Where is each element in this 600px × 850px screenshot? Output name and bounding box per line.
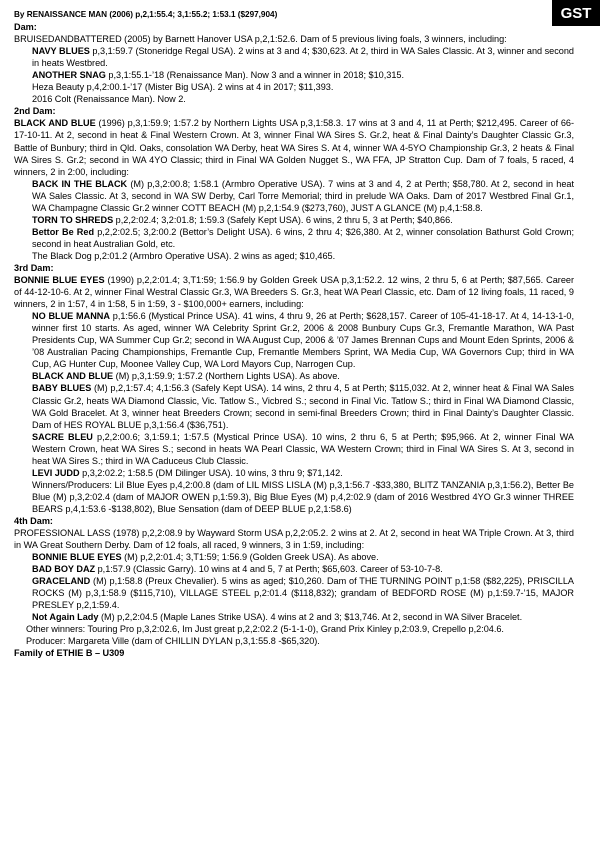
dam2-name: BLACK AND BLUE bbox=[14, 118, 96, 129]
foal-name: LEVI JUDD bbox=[32, 467, 80, 478]
foal-name: NAVY BLUES bbox=[32, 46, 90, 57]
dam4-paragraph bbox=[14, 527, 574, 551]
dam3-text: (1990) p,2,2:01.4; 3,T1:59; 1:56.9 by Golden Greek USA p,3,1:52.2. 12 wins, 2 thru 5, 6 at Perth; $87,565. Career of 44-12-10-6. At 2, winner Final Westral Classic Gr.3, WA Breeders S. Gr.3, heat WA Pearl Classic, etc. Dam of 12 living foals, 11 raced, 9 winners, 2 in 1:57, 4 in 1:58, 5 in 1:59, 3 - $100,000+ earners, including: bbox=[14, 275, 574, 310]
foal-name: ANOTHER SNAG bbox=[32, 70, 106, 81]
foal-entry bbox=[14, 370, 574, 382]
foal-name: BABY BLUES bbox=[32, 383, 92, 394]
foal-text: 2016 Colt (Renaissance Man). Now 2. bbox=[32, 94, 186, 105]
foal-name: BACK IN THE BLACK bbox=[32, 178, 128, 189]
foal-entry bbox=[14, 45, 574, 69]
dam-heading: Dam: bbox=[14, 22, 37, 33]
producer-line: Producer: Margareta Ville (dam of CHILLIN DYLAN p,3,1:55.8 -$65,320). bbox=[26, 636, 320, 647]
foal-entry bbox=[14, 250, 574, 262]
sire-line: By RENAISSANCE MAN (2006) p,2,1:55.4; 3,1:55.2; 1:53.1 ($297,904) bbox=[14, 10, 278, 19]
foal-text: (M) p,1:58.8 (Preux Chevalier). 5 wins as aged; $10,260. Dam of THE TURNING POINT p,1:58 ($82,225), PRISCILLA ROCKS (M) p,3,1:58.9 ($115,710), VILLAGE STEEL p,2:01.4 ($118,832); grandam of BEDFORD ROSE (M) p,1:59.7-’15, MAJOR PRESLEY p,2,1:59.4. bbox=[32, 576, 574, 611]
foal-text: p,3,2:02.2; 1:58.5 (DM Dilinger USA). 10 wins, 3 thru 9; $71,142. bbox=[79, 467, 343, 478]
foal-text: The Black Dog p,2:01.2 (Armbro Operative USA). 2 wins as aged; $10,465. bbox=[32, 250, 336, 261]
foal-entry bbox=[14, 611, 574, 623]
dam-name: BRUISEDANDBATTERED bbox=[14, 34, 122, 45]
family-line: Family of ETHIE B – U309 bbox=[14, 648, 125, 659]
dam-text: (2005) by Barnett Hanover USA p,2,1:52.6. Dam of 5 previous living foals, 3 winners, including: bbox=[121, 34, 507, 45]
foal-entry bbox=[14, 467, 574, 479]
dam2-text: (1996) p,3,1:59.9; 1:57.2 by Northern Lights USA p,3,1:58.3. 17 wins at 3 and 4, 11 at Perth; $212,495. Career of 66-17-10-11. At 2, second in heat & Final Western Crown. At 3, winner Final WA Sires S. Gr.2, heat & Final Dainty’s Daughter Classic Gr.3, Battle of Bunbury; third in Qld. Oaks, consolation WA Derby, heat WA Sires S. At 4, winner WA 4-5YO Championship Gr.3, 2 heats & Final WA Sires S. Gr.2; second in WA 4YO Classic; third in Final WA Golden Nugget S., WA FFA, JP Stratton Cup. Dam of 7 foals, 5 raced, 4 winners, 2 in 2:00, including: bbox=[14, 118, 574, 177]
foal-entry bbox=[14, 575, 574, 611]
foal-entry bbox=[14, 93, 574, 105]
foal-name: GRACELAND bbox=[32, 576, 91, 587]
foal-text: Heza Beauty p,4,2:00.1-’17 (Mister Big USA). 2 wins at 4 in 2017; $11,393. bbox=[32, 82, 334, 93]
foal-text: (M) p,3,1:59.9; 1:57.2 (Northern Lights USA). As above. bbox=[113, 371, 340, 382]
dam-paragraph bbox=[14, 33, 574, 45]
foal-text: p,3,1:59.7 (Stoneridge Regal USA). 2 wins at 3 and 4; $30,623. At 2, third in WA Sales Classic. At 3, winner and second in heats Westbred. bbox=[32, 46, 574, 69]
foal-text: p,2,2:02.5; 3,2:00.2 (Bettor’s Delight USA). 6 wins, 2 thru 4; $26,380. At 2, winner consolation Bathurst Gold Crown; second in heat Australian Gold, etc. bbox=[32, 226, 574, 249]
category-badge: GST bbox=[552, 0, 600, 26]
foal-name: Bettor Be Red bbox=[32, 226, 95, 237]
dam4-name: PROFESSIONAL LASS bbox=[14, 528, 111, 539]
foal-entry bbox=[14, 214, 574, 226]
foal-entry bbox=[14, 431, 574, 467]
foal-name: TORN TO SHREDS bbox=[32, 214, 114, 225]
dam3-name: BONNIE BLUE EYES bbox=[14, 275, 105, 286]
foal-entry bbox=[14, 551, 574, 563]
foal-text: (M) p,2,1:57.4; 4,1:56.3 (Safely Kept USA). 14 wins, 2 thru 4, 5 at Perth; $115,032. At 2, winner heat & Final WA Sales Classic Gr.2, heats WA Diamond Classic, Vic. Tatlow S., Vicbred S.; second in Final Vic. Tatlow S.; third in Final WA Diamond Classic, WA Gold Bracelet. At 3, winner heat Breeders Crown; second in semi-final Breeders Crown; third in Final Dainty’s Daughter Classic. Dam of HES ROYAL BLUE p,3,1:56.4 ($36,751). bbox=[32, 383, 574, 430]
foal-text: (M) p,3,2:00.8; 1:58.1 (Armbro Operative USA). 7 wins at 3 and 4, 2 at Perth; $58,780. At 2, second in heat WA Sales Classic. At 3, second in WA SW Derby, Carl Torre Memorial; third in prelude WA Oaks. Dam of 2017 Westbred Final Gr.1, WA Champagne Classic Gr.2 winner COTT BEACH (M) p,2,1:54.9 ($273,760), JUST A GLANCE (M) p,4,1:58.8. bbox=[32, 178, 574, 213]
dam2-heading: 2nd Dam: bbox=[14, 106, 56, 117]
foal-entry bbox=[14, 310, 574, 370]
foal-name: BONNIE BLUE EYES bbox=[32, 552, 122, 563]
foal-entry bbox=[14, 563, 574, 575]
foal-text: p,1:56.6 (Mystical Prince USA). 41 wins, 4 thru 9, 26 at Perth; $628,157. Career of 105-41-18-17. At 4, 14-13-1-0, winner first 10 starts. As aged, winner WA Celebrity Sprint Gr.2, 2006 & 2008 Bunbury Cups Gr.3, Fremantle Marathon, WA Past Presidents Cup, WA Summer Cup Gr.2; second in WA August Cup, 2006 & ’07 James Brennan Cups and Mount Eden Sprints, 2006 & ’08 Australian Pacing Championships, Fremantle Cup, Fremantle Members Sprint, WA Media Cup, WA Governors Cup; third in WA Cup, AG Hunter Cup, Moonee Valley Cup, WA Lord Mayors Cup, Narrogen Cup. bbox=[32, 311, 574, 370]
dam2-paragraph bbox=[14, 117, 574, 177]
foal-name: Not Again Lady bbox=[32, 612, 99, 623]
foal-name: SACRE BLEU bbox=[32, 431, 93, 442]
foal-entry bbox=[14, 226, 574, 250]
foal-entry bbox=[14, 178, 574, 214]
foal-text: p,2,2:00.6; 3,1:59.1; 1:57.5 (Mystical Prince USA). 10 wins, 2 thru 6, 5 at Perth; $95,966. At 2, winner Final WA Western Crown, heat WA Sires S.; second in heats WA Pearl Classic, WA Western Crown; third in Final WA Sires S. At 3, second in heat WA Sires S.; third in WA Caduceus Club Classic. bbox=[32, 431, 574, 466]
foal-text: p,2,2:02.4; 3,2:01.8; 1:59.3 (Safely Kept USA). 6 wins, 2 thru 5, 3 at Perth; $40,866. bbox=[113, 214, 453, 225]
dam4-heading: 4th Dam: bbox=[14, 515, 53, 526]
pedigree-page bbox=[14, 9, 574, 660]
foal-text: p,1:57.9 (Classic Garry). 10 wins at 4 and 5, 7 at Perth; $65,603. Career of 53-10-7-8. bbox=[95, 564, 443, 575]
foal-text: (M) p,2,2:04.5 (Maple Lanes Strike USA). 4 wins at 2 and 3; $13,746. At 2, second in WA Silver Bracelet. bbox=[98, 612, 523, 623]
foal-name: BLACK AND BLUE bbox=[32, 371, 114, 382]
foal-entry bbox=[14, 81, 574, 93]
foal-text: (M) p,2,2:01.4; 3,T1:59; 1:56.9 (Golden Greek USA). As above. bbox=[121, 552, 379, 563]
dam3-paragraph bbox=[14, 274, 574, 310]
dam4-text: (1978) p,2,2:08.9 by Wayward Storm USA p,2,2:05.2. 2 wins at 2. At 2, second in heat WA Triple Crown. At 3, third in WA Great Southern Derby. Dam of 12 foals, all raced, 9 winners, 3 in 1:59, including: bbox=[14, 528, 574, 551]
other-winners: Other winners: Touring Pro p,3,2:02.6, Im Just great p,2,2:02.2 (5-1-1-0), Grand Prix Kinley p,2:03.9, Crepello p,2:04.6. bbox=[26, 624, 504, 635]
foal-name: BAD BOY DAZ bbox=[32, 564, 96, 575]
foal-name: NO BLUE MANNA bbox=[32, 311, 110, 322]
foal-text: p,3,1:55.1-’18 (Renaissance Man). Now 3 and a winner in 2018; $10,315. bbox=[105, 70, 404, 81]
foal-entry bbox=[14, 382, 574, 430]
foal-entry bbox=[14, 69, 574, 81]
winners-producers: Winners/Producers: Lil Blue Eyes p,4,2:00.8 (dam of LIL MISS LISLA (M) p,3,1:56.7 -$33,380, BLITZ TANZANIA p,3,1:56.2), Better Be Blue (M) p,3,2:02.4 (dam of MAJOR OWEN p,1:59.3), Big Blue Eyes (M) p,4,2:02.9 (dam of 2016 Westbred 4YO Gr.3 winner THREE BEARS p,4,1:53.6 -$138,802), Blue Sensation (dam of DEEP BLUE p,2,1:58.6) bbox=[32, 479, 574, 514]
dam3-heading: 3rd Dam: bbox=[14, 262, 54, 273]
